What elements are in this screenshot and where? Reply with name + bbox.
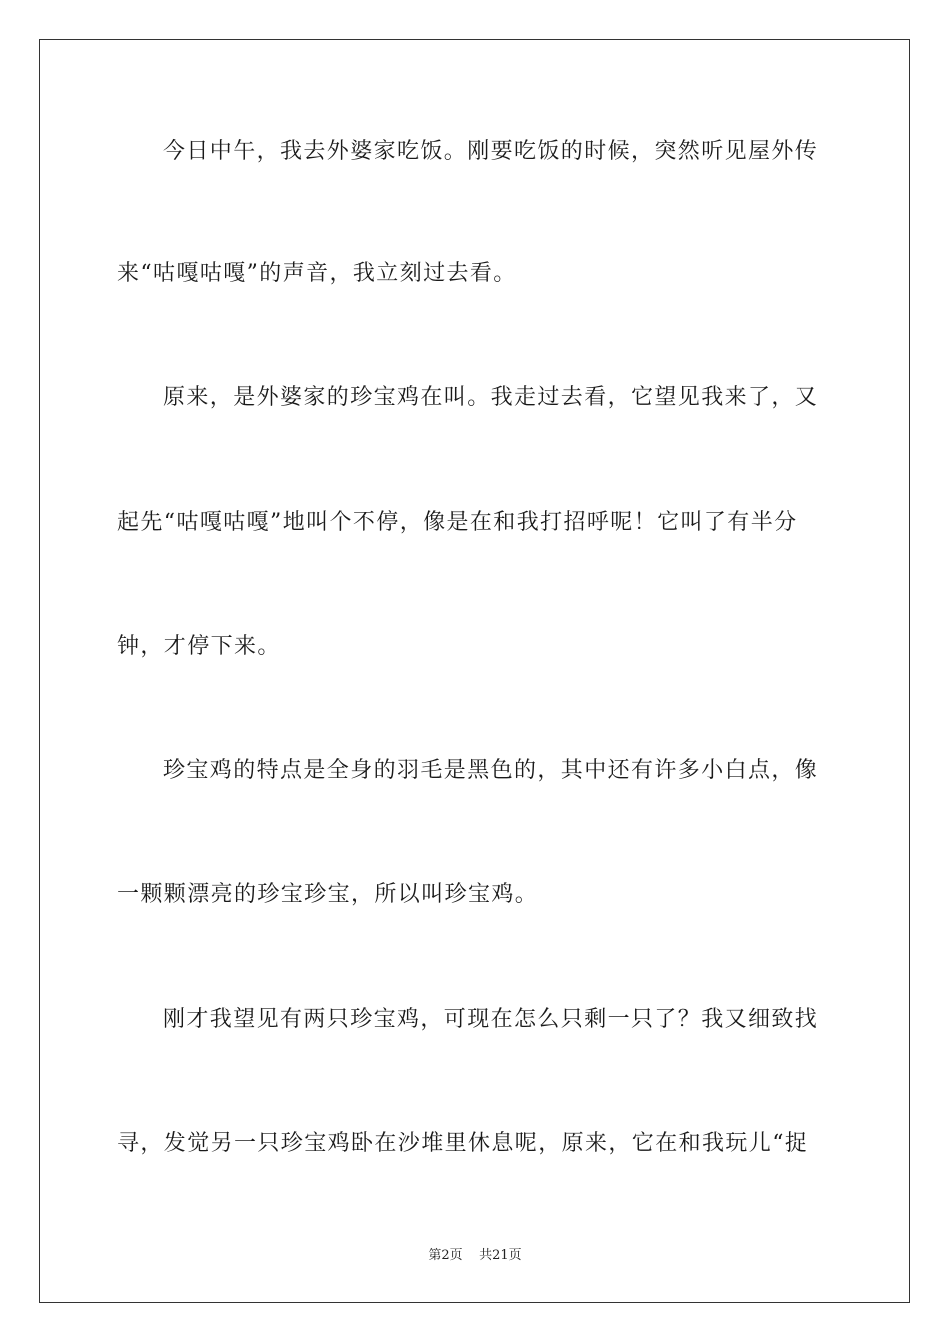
paragraph-1-line-2: 来“咕嘎咕嘎”的声音，我立刻过去看。 (117, 261, 517, 286)
paragraph-1-line-1: 今日中午，我去外婆家吃饭。刚要吃饭的时候，突然听见屋外传 (163, 139, 819, 164)
paragraph-2-line-1: 原来，是外婆家的珍宝鸡在叫。我走过去看，它望见我来了，又 (163, 385, 819, 410)
paragraph-4-line-2: 寻，发觉另一只珍宝鸡卧在沙堆里休息呢，原来，它在和我玩儿“捉 (117, 1131, 809, 1156)
paragraph-2-line-2: 起先“咕嘎咕嘎”地叫个不停，像是在和我打招呼呢！它叫了有半分 (117, 510, 798, 535)
paragraph-4-line-1: 刚才我望见有两只珍宝鸡，可现在怎么只剩一只了？我又细致找 (163, 1007, 819, 1032)
page-number: 第2页 (428, 1248, 463, 1263)
page-total: 共21页 (479, 1248, 522, 1263)
paragraph-3-line-2: 一颗颗漂亮的珍宝珍宝，所以叫珍宝鸡。 (117, 882, 539, 907)
page-footer (0, 1248, 950, 1264)
paragraph-2-line-3: 钟，才停下来。 (117, 634, 281, 659)
paragraph-3-line-1: 珍宝鸡的特点是全身的羽毛是黑色的，其中还有许多小白点，像 (163, 758, 819, 783)
page-border (39, 39, 910, 1303)
